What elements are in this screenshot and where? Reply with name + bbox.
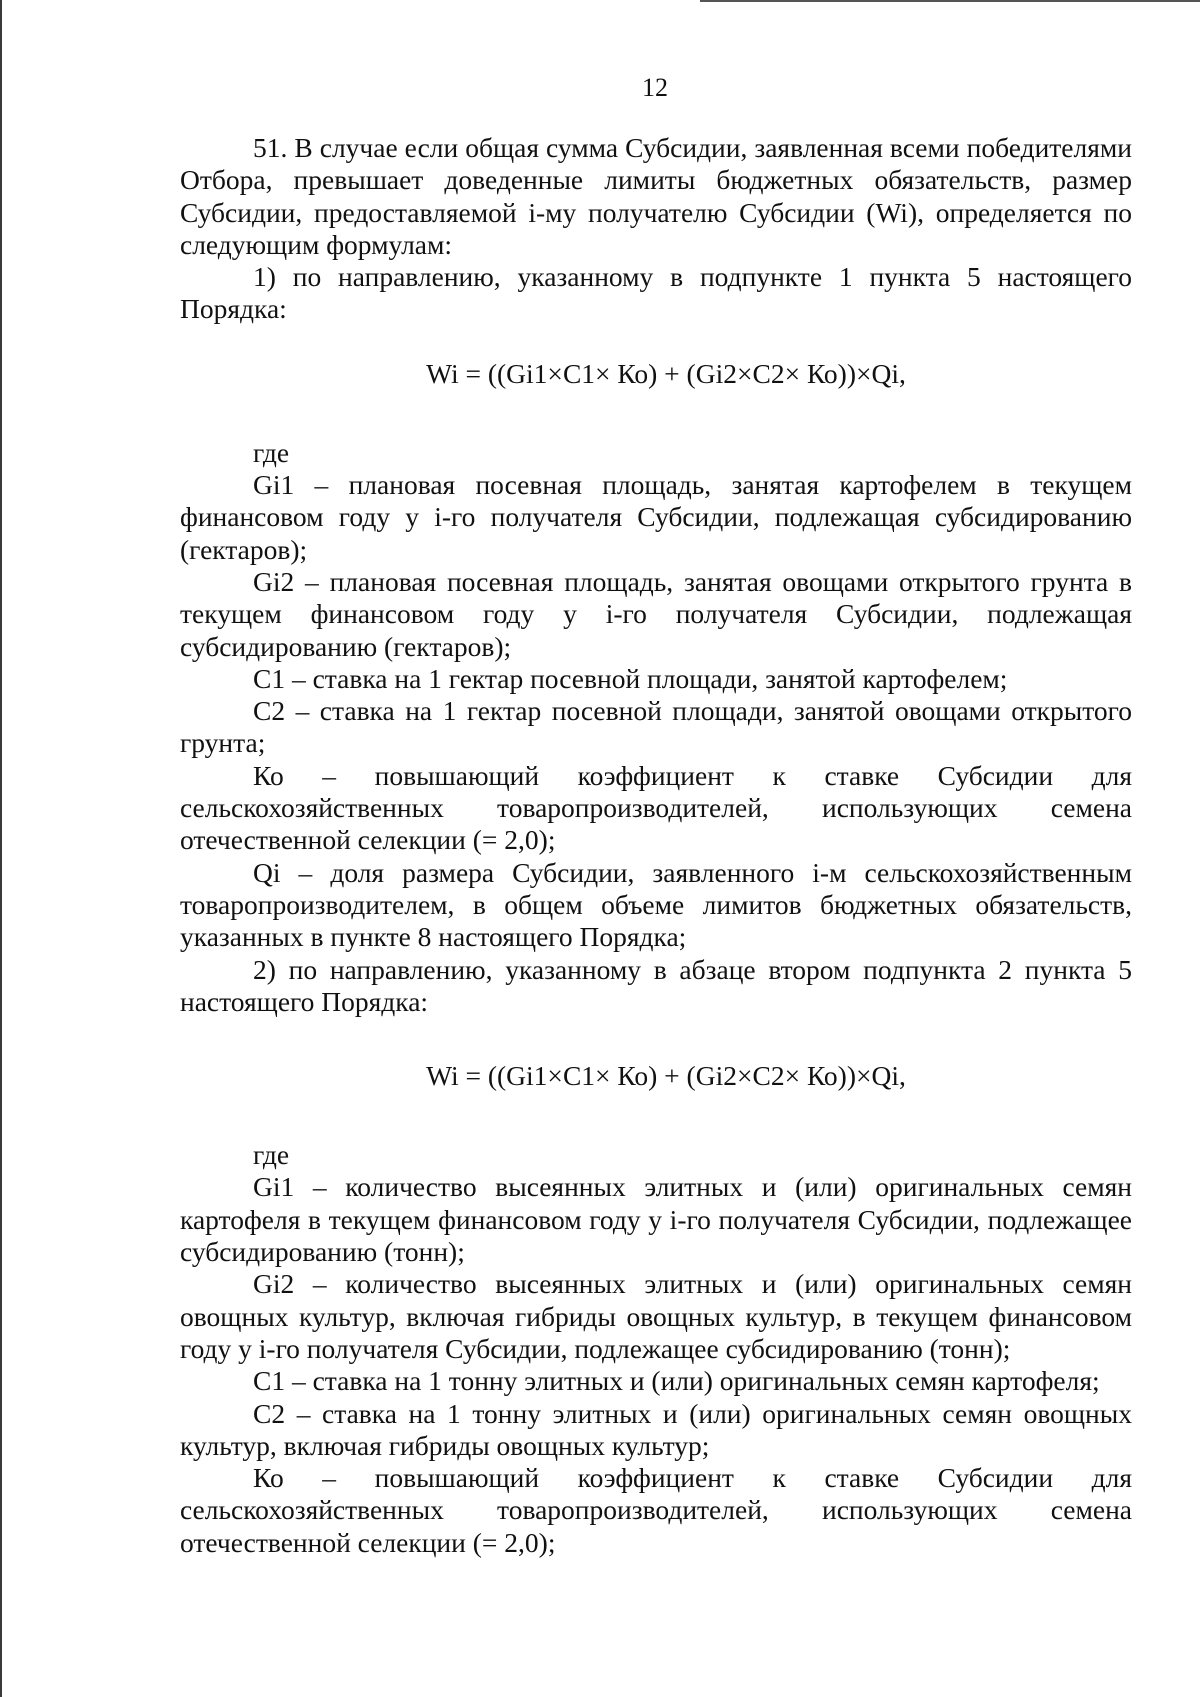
definition-ko-2: Ко – повышающий коэффициент к ставке Субсидии для сельскохозяйственных товаропроизводителей, использующих семена отечественной селекции (= 2,0); — [180, 1462, 1132, 1558]
definition-c1-hectare: С1 – ставка на 1 гектар посевной площади, занятой картофелем; — [253, 662, 1008, 694]
where-label-2: где — [253, 1139, 290, 1171]
definition-qi: Qi – доля размера Субсидии, заявленного i-м сельскохозяйственным товаропроизводителем, в общем объеме лимитов бюджетных обязательств, указанных в пункте 8 настоящего Порядка; — [180, 856, 1132, 953]
paragraph-direction-1: 1) по направлению, указанному в подпункте 1 пункта 5 настоящего Порядка: — [180, 261, 1132, 325]
paragraph-51: 51. В случае если общая сумма Субсидии, заявленная всеми победителями Отбора, превышает доведенные лимиты бюджетных обязательств, размер Субсидии, предоставляемой i-му получателю Субсидии (Wi), определяется по следующим формулам: — [180, 132, 1132, 260]
paragraph-direction-2: 2) по направлению, указанному в абзаце втором подпункта 2 пункта 5 настоящего Порядка: — [180, 953, 1132, 1017]
definition-gi2-seeds: Gi2 – количество высеянных элитных и (или) оригинальных семян овощных культур, включая гибриды овощных культур, в текущем финансовом году у i-го получателя Субсидии, подлежащее субсидированию (тонн); — [180, 1268, 1132, 1364]
formula-wi-2: Wi = ((Gi1×C1× Ко) + (Gi2×C2× Ко))×Qi, — [426, 1060, 906, 1092]
definition-gi1-seeds: Gi1 – количество высеянных элитных и (или) оригинальных семян картофеля в текущем финансовом году у i-го получателя Субсидии, подлежащее субсидированию (тонн); — [180, 1171, 1132, 1268]
definition-ko-1: Ко – повышающий коэффициент к ставке Субсидии для сельскохозяйственных товаропроизводителей, использующих семена отечественной селекции (= 2,0); — [180, 759, 1132, 856]
definition-gi2-area: Gi2 – плановая посевная площадь, занятая овощами открытого грунта в текущем финансовом году у i-го получателя Субсидии, подлежащая субсидированию (гектаров); — [180, 565, 1132, 662]
definition-gi1-area: Gi1 – плановая посевная площадь, занятая картофелем в текущем финансовом году у i-го получателя Субсидии, подлежащая субсидированию (гектаров); — [180, 469, 1132, 565]
where-label-1: где — [253, 436, 290, 468]
formula-wi-1: Wi = ((Gi1×C1× Ко) + (Gi2×C2× Ко))×Qi, — [426, 357, 906, 389]
document-body — [180, 132, 1132, 1559]
scan-edge-left — [0, 0, 2, 1697]
definition-c2-tonne: С2 – ставка на 1 тонну элитных и (или) оригинальных семян овощных культур, включая гибриды овощных культур; — [180, 1397, 1132, 1461]
definition-c1-tonne: С1 – ставка на 1 тонну элитных и (или) оригинальных семян картофеля; — [253, 1365, 1100, 1397]
page-number: 12 — [642, 73, 668, 102]
definition-c2-hectare: С2 – ставка на 1 гектар посевной площади, занятой овощами открытого грунта; — [180, 695, 1132, 759]
scan-edge-top — [700, 0, 1200, 2]
